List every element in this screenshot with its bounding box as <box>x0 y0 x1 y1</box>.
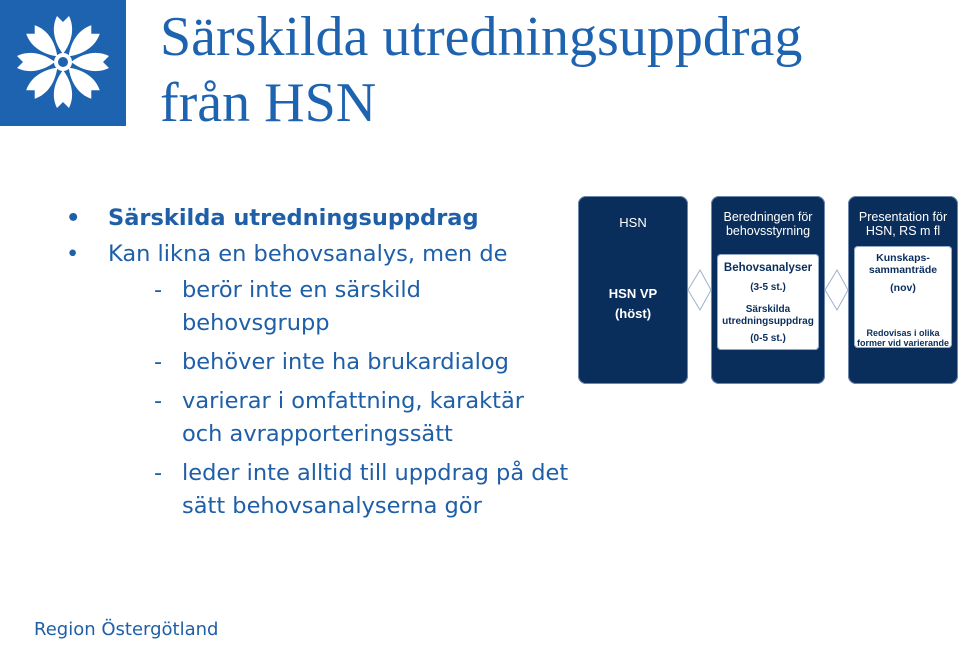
footer-brand: Region Östergötland <box>34 619 219 640</box>
sub-item <box>66 346 606 379</box>
card-kunskap-line-1: Kunskaps- <box>876 252 930 264</box>
bullet-text: Kan likna en behovsanalys, men de <box>108 241 508 267</box>
connector-1 <box>688 270 711 290</box>
card-note-line-3: tidpunkter under året <box>857 348 949 358</box>
card-kunskapssammantrade <box>854 246 952 358</box>
column-presentation-header <box>848 210 958 238</box>
card-kunskap-line-2: sammanträde <box>868 264 938 276</box>
connector-1b <box>688 290 711 310</box>
slide-title <box>160 4 950 136</box>
bullet-list <box>66 200 606 523</box>
card-sarskilda-line-2: utredningsuppdrag <box>722 316 814 327</box>
sub-item-line: varierar i omfattning, karaktär <box>182 388 525 414</box>
sub-item <box>66 274 606 340</box>
column-presentation <box>848 196 958 384</box>
sub-item-line: berör inte en särskild <box>182 277 421 303</box>
dash-marker: - <box>154 460 163 486</box>
dash-marker: - <box>154 277 163 303</box>
bullet-item <box>66 236 606 272</box>
connector-2 <box>825 270 848 290</box>
slide-title-line-1: Särskilda utredningsuppdrag <box>160 6 803 68</box>
sub-item-line: sätt behovsanalyserna gör <box>182 493 482 519</box>
card-sarskilda-line-1: Särskilda <box>745 304 791 315</box>
card-behovsanalyser-line-1: Behovsanalyser <box>723 262 813 274</box>
bullet-text: Särskilda utredningsuppdrag <box>108 205 479 231</box>
bullet-dot-icon: • <box>66 241 80 267</box>
sub-item-line: och avrapporteringssätt <box>182 421 453 447</box>
column-hsn-header <box>578 216 688 230</box>
column-beredning <box>711 196 825 384</box>
column-hsn <box>578 196 688 384</box>
sub-item <box>66 385 606 451</box>
slide-title-line-2: från HSN <box>160 72 377 134</box>
sub-item-line: behovsgrupp <box>182 310 330 336</box>
bullet-item <box>66 200 606 236</box>
card-sarskilda-line-3: (0-5 st.) <box>750 333 786 344</box>
card-behovsanalyser-line-2: (3-5 st.) <box>750 282 786 293</box>
column-presentation-header-line-1: Presentation för <box>858 210 948 224</box>
sub-item <box>66 457 606 523</box>
column-beredning-header-line-2: behovsstyrning <box>725 224 811 238</box>
dash-marker: - <box>154 388 163 414</box>
column-beredning-header <box>711 210 825 238</box>
column-hsn-header-text: HSN <box>619 215 647 230</box>
sub-item-line: behöver inte ha brukardialog <box>182 349 509 375</box>
column-beredning-header-line-1: Beredningen för <box>723 210 813 224</box>
card-hsn-vp <box>578 284 688 324</box>
connector-2b <box>825 290 848 310</box>
cornflower-logo-icon <box>0 0 126 126</box>
column-presentation-header-line-2: HSN, RS m fl <box>865 224 941 238</box>
card-note-line-1: Redovisas i olika <box>866 328 940 338</box>
bullet-dot-icon: • <box>66 205 81 231</box>
region-logo <box>0 0 126 126</box>
card-note-line-2: former vid varierande <box>856 338 950 348</box>
card-hsn-vp-line-2: (höst) <box>614 306 652 321</box>
card-kunskap-line-3: (nov) <box>890 282 916 294</box>
sub-item-line: leder inte alltid till uppdrag på det <box>182 460 569 486</box>
dash-marker: - <box>154 349 163 375</box>
card-hsn-vp-line-1: HSN VP <box>608 286 658 301</box>
card-behovsanalyser <box>717 254 819 350</box>
